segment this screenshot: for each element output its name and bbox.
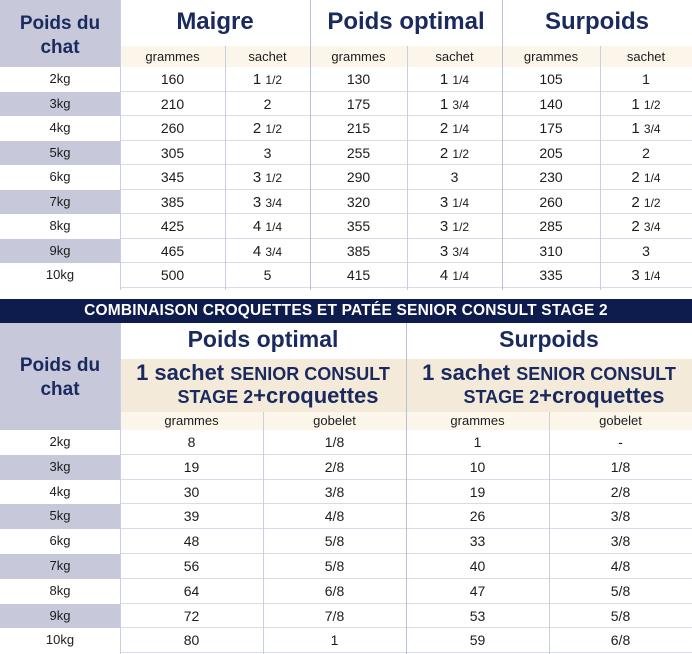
product-desc-optimal: 1 sachet SENIOR CONSULT STAGE 2+croquettes — [136, 360, 390, 408]
table-cell: 260 — [539, 193, 563, 210]
table-cell: 130 — [346, 71, 371, 87]
table-cell: 1 1/4 — [439, 71, 470, 88]
table-cell: 8 — [187, 434, 196, 450]
table-cell: 310 — [539, 242, 563, 259]
table-cell: 1 3/4 — [439, 95, 470, 113]
table-cell: 19 — [469, 483, 486, 500]
weight-label: 10kg — [45, 632, 75, 648]
table-cell: 39 — [183, 508, 200, 525]
top-col-header: sachet — [248, 49, 287, 64]
table-cell: 1 — [642, 71, 650, 87]
weight-label: 5kg — [49, 144, 71, 160]
table-cell: 2 — [642, 144, 650, 161]
top-group-title-maigre: Maigre — [176, 8, 254, 35]
table-cell: 40 — [469, 558, 486, 574]
weight-label: 4kg — [49, 483, 71, 499]
table-cell: 47 — [469, 582, 486, 599]
table-cell: 5/8 — [324, 533, 345, 550]
table-cell: 160 — [160, 71, 185, 87]
table-cell: 2/8 — [610, 483, 631, 500]
section-banner: COMBINAISON CROQUETTES ET PATÉE SENIOR CONSULT STAGE 2 — [0, 299, 692, 323]
table-cell: 7/8 — [324, 607, 345, 624]
weight-label: 7kg — [49, 193, 71, 209]
weight-label: 4kg — [49, 120, 71, 135]
table-cell: 1 3/4 — [631, 120, 661, 137]
table-cell: 3/8 — [324, 483, 345, 500]
table-cell: 255 — [346, 144, 371, 161]
table-cell: 1 1/2 — [252, 71, 283, 88]
table-cell: 2 1/2 — [252, 120, 283, 137]
table-cell: - — [618, 434, 623, 450]
table-cell: 3 1/4 — [439, 193, 470, 211]
table-cell: 4/8 — [610, 558, 631, 574]
bottom-group-title-surpoids: Surpoids — [499, 326, 599, 352]
top-divider — [600, 46, 601, 290]
table-cell: 3 3/4 — [439, 242, 470, 260]
bottom-col-header: gobelet — [313, 413, 356, 428]
bottom-weight-header: Poids du chat — [19, 355, 101, 400]
weight-label: 6kg — [49, 169, 71, 184]
table-cell: 2 1/2 — [439, 144, 470, 162]
weight-label: 2kg — [49, 71, 71, 86]
top-col-header: grammes — [145, 49, 200, 64]
bottom-divider — [120, 323, 121, 654]
table-cell: 3 3/4 — [252, 193, 283, 211]
table-cell: 5/8 — [610, 607, 631, 624]
table-cell: 105 — [539, 71, 563, 87]
table-cell: 59 — [469, 632, 486, 649]
weight-label: 10kg — [45, 267, 75, 282]
table-cell: 3 — [642, 242, 650, 259]
top-divider — [407, 46, 408, 290]
top-divider — [310, 0, 311, 290]
table-cell: 5 — [263, 267, 272, 283]
table-cell: 4 1/4 — [439, 267, 470, 284]
table-cell: 285 — [539, 218, 563, 234]
table-cell: 215 — [346, 120, 371, 136]
table-cell: 2/8 — [324, 458, 345, 475]
table-cell: 415 — [346, 267, 371, 283]
table-cell: 10 — [469, 458, 486, 475]
table-cell: 26 — [469, 508, 486, 525]
top-group-title-optimal: Poids optimal — [327, 8, 485, 35]
table-cell: 3/8 — [610, 533, 631, 550]
table-cell: 3/8 — [610, 508, 631, 525]
table-cell: 3 — [263, 144, 272, 161]
table-cell: 4/8 — [324, 508, 345, 525]
table-cell: 2 1/4 — [439, 120, 470, 137]
table-cell: 1 — [473, 434, 482, 450]
table-cell: 80 — [183, 632, 200, 649]
table-cell: 465 — [160, 242, 185, 259]
weight-label: 7kg — [49, 558, 71, 573]
table-cell: 230 — [539, 169, 563, 185]
bottom-divider — [263, 412, 264, 654]
top-divider — [120, 0, 121, 290]
table-cell: 2 3/4 — [631, 218, 661, 235]
table-cell: 64 — [183, 582, 200, 599]
table-cell: 3 1/2 — [252, 169, 283, 186]
table-cell: 345 — [160, 169, 185, 185]
weight-label: 5kg — [49, 508, 71, 524]
table-cell: 4 1/4 — [252, 218, 283, 235]
top-col-header: sachet — [435, 49, 474, 64]
weight-label: 6kg — [49, 533, 71, 549]
table-cell: 6/8 — [324, 582, 345, 599]
table-cell: 385 — [346, 242, 371, 259]
top-col-header: grammes — [331, 49, 386, 64]
weight-label: 9kg — [49, 242, 71, 258]
top-divider — [502, 0, 503, 290]
bottom-group-title-optimal: Poids optimal — [187, 326, 339, 352]
table-cell: 175 — [539, 120, 563, 136]
top-divider — [225, 46, 226, 290]
product-desc-surpoids: 1 sachet SENIOR CONSULT STAGE 2+croquettes — [422, 360, 676, 408]
table-cell: 72 — [183, 607, 200, 624]
table-cell: 500 — [160, 267, 185, 283]
table-cell: 1 1/2 — [631, 95, 661, 113]
table-cell: 1 — [330, 632, 339, 649]
table-cell: 1/8 — [324, 434, 345, 450]
weight-label: 8kg — [49, 218, 71, 233]
table-cell: 33 — [469, 533, 486, 550]
table-cell: 140 — [539, 95, 563, 112]
table-cell: 290 — [346, 169, 371, 185]
top-col-header: grammes — [523, 49, 579, 64]
table-cell: 205 — [539, 144, 563, 161]
weight-label: 3kg — [49, 458, 71, 474]
bottom-col-header: gobelet — [599, 413, 642, 428]
bottom-col-header: grammes — [164, 413, 219, 428]
table-cell: 2 — [263, 95, 272, 112]
top-weight-header: Poids du chat — [19, 13, 101, 58]
table-cell: 175 — [346, 95, 371, 112]
table-cell: 1/8 — [610, 458, 631, 475]
top-col-header: sachet — [626, 49, 666, 64]
table-cell: 385 — [160, 193, 185, 210]
table-cell: 320 — [346, 193, 371, 210]
weight-label: 8kg — [49, 582, 71, 598]
table-cell: 56 — [183, 558, 200, 574]
bottom-divider — [549, 412, 550, 654]
top-group-title-surpoids: Surpoids — [544, 8, 649, 35]
table-cell: 4 3/4 — [252, 242, 283, 260]
table-cell: 2 1/2 — [631, 193, 661, 211]
table-cell: 53 — [469, 607, 486, 624]
table-cell: 3 1/4 — [631, 267, 661, 284]
table-cell: 48 — [183, 533, 200, 550]
table-cell: 5/8 — [610, 582, 631, 599]
table-cell: 3 1/2 — [439, 218, 470, 235]
table-cell: 355 — [346, 218, 371, 234]
table-cell: 260 — [160, 120, 185, 136]
weight-label: 2kg — [49, 434, 71, 449]
table-cell: 425 — [160, 218, 185, 234]
bottom-divider — [406, 323, 407, 654]
table-cell: 5/8 — [324, 558, 345, 574]
weight-label: 3kg — [49, 95, 71, 111]
weight-label: 9kg — [49, 607, 71, 623]
table-cell: 2 1/4 — [631, 169, 661, 186]
table-cell: 305 — [160, 144, 185, 161]
table-cell: 3 — [450, 169, 459, 185]
table-cell: 30 — [183, 483, 200, 500]
bottom-col-header: grammes — [450, 413, 505, 428]
table-cell: 6/8 — [610, 632, 631, 649]
table-cell: 210 — [160, 95, 185, 112]
table-cell: 335 — [539, 267, 563, 283]
table-cell: 19 — [183, 458, 200, 475]
